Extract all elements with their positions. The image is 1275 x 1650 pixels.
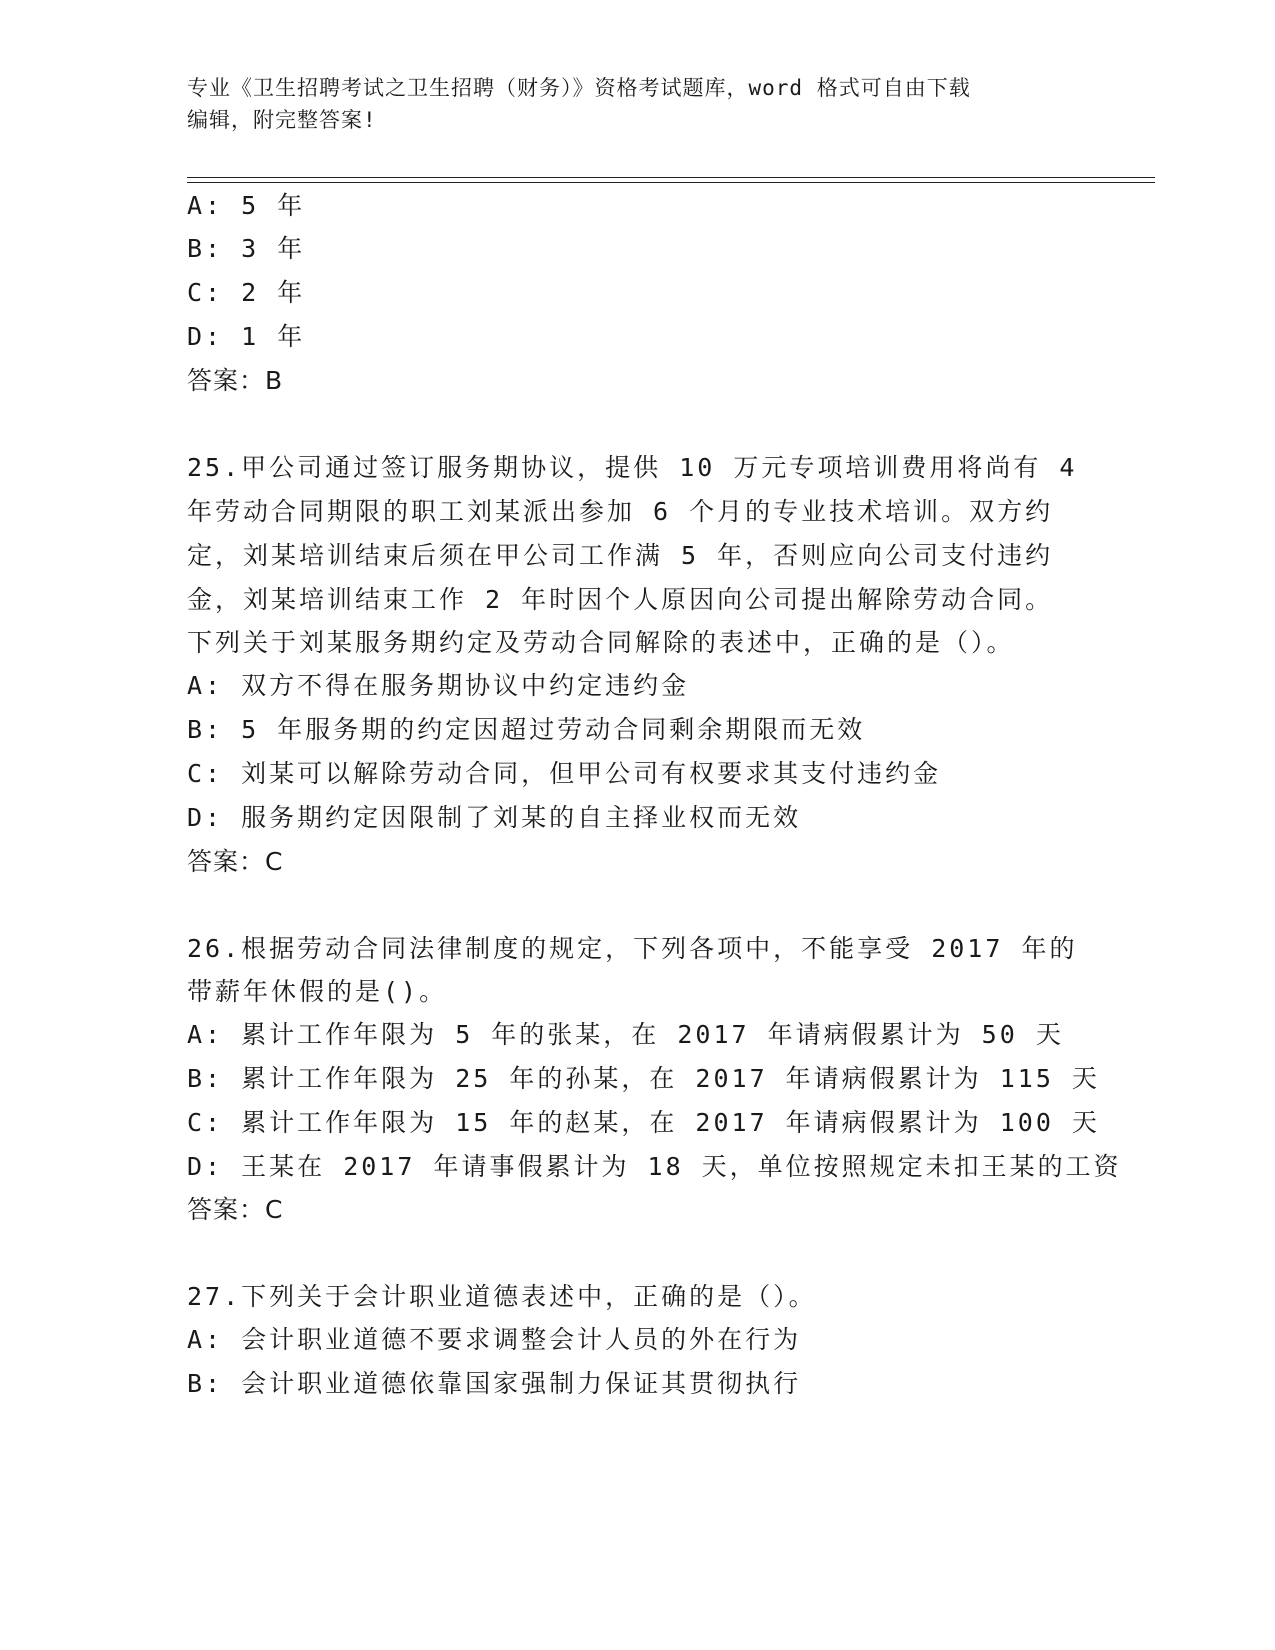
q26-option-b: B: 累计工作年限为 25 年的孙某，在 2017 年请病假累计为 115 天 [187,1064,1100,1093]
prev-option-d: D: 1 年 [187,322,306,351]
q26-option-c: C: 累计工作年限为 15 年的赵某，在 2017 年请病假累计为 100 天 [187,1108,1100,1137]
q27-stem-line-1: 27.下列关于会计职业道德表述中，正确的是（）。 [187,1282,817,1311]
q25-stem-line-1: 25.甲公司通过签订服务期协议，提供 10 万元专项培训费用将尚有 4 [187,453,1078,482]
q27-option-b: B: 会计职业道德依靠国家强制力保证其贯彻执行 [187,1369,802,1398]
prev-answer: 答案：B [187,366,284,395]
q25-stem-line-4: 金，刘某培训结束工作 2 年时因个人原因向公司提出解除劳动合同。 [187,585,1054,614]
q25-option-a: A: 双方不得在服务期协议中约定违约金 [187,671,690,700]
header-divider-bottom [187,182,1155,183]
q25-stem-line-2: 年劳动合同期限的职工刘某派出参加 6 个月的专业技术培训。双方约 [187,497,1054,526]
document-header [187,72,1087,136]
prev-option-b: B: 3 年 [187,234,306,263]
header-divider-top [187,177,1155,178]
prev-option-a: A: 5 年 [187,191,306,220]
header-line-2: 编辑，附完整答案! [187,108,377,132]
q25-stem-line-5: 下列关于刘某服务期约定及劳动合同解除的表述中，正确的是（）。 [187,628,1015,657]
q27-option-a: A: 会计职业道德不要求调整会计人员的外在行为 [187,1325,802,1354]
q26-option-d: D: 王某在 2017 年请事假累计为 18 天，单位按照规定未扣王某的工资 [187,1152,1122,1181]
header-line-1: 专业《卫生招聘考试之卫生招聘（财务）》资格考试题库，word 格式可自由下载 [187,76,971,100]
q25-option-b: B: 5 年服务期的约定因超过劳动合同剩余期限而无效 [187,715,866,744]
q25-stem-line-3: 定，刘某培训结束后须在甲公司工作满 5 年，否则应向公司支付违约 [187,541,1054,570]
q26-stem-line-1: 26.根据劳动合同法律制度的规定，下列各项中，不能享受 2017 年的 [187,934,1078,963]
prev-option-c: C: 2 年 [187,278,306,307]
q26-option-a: A: 累计工作年限为 5 年的张某，在 2017 年请病假累计为 50 天 [187,1020,1064,1049]
q25-option-c: C: 刘某可以解除劳动合同，但甲公司有权要求其支付违约金 [187,759,942,788]
q25-answer: 答案：C [187,847,284,876]
q26-answer: 答案：C [187,1195,284,1224]
q26-stem-line-2: 带薪年休假的是()。 [187,977,448,1006]
q25-option-d: D: 服务期约定因限制了刘某的自主择业权而无效 [187,803,802,832]
